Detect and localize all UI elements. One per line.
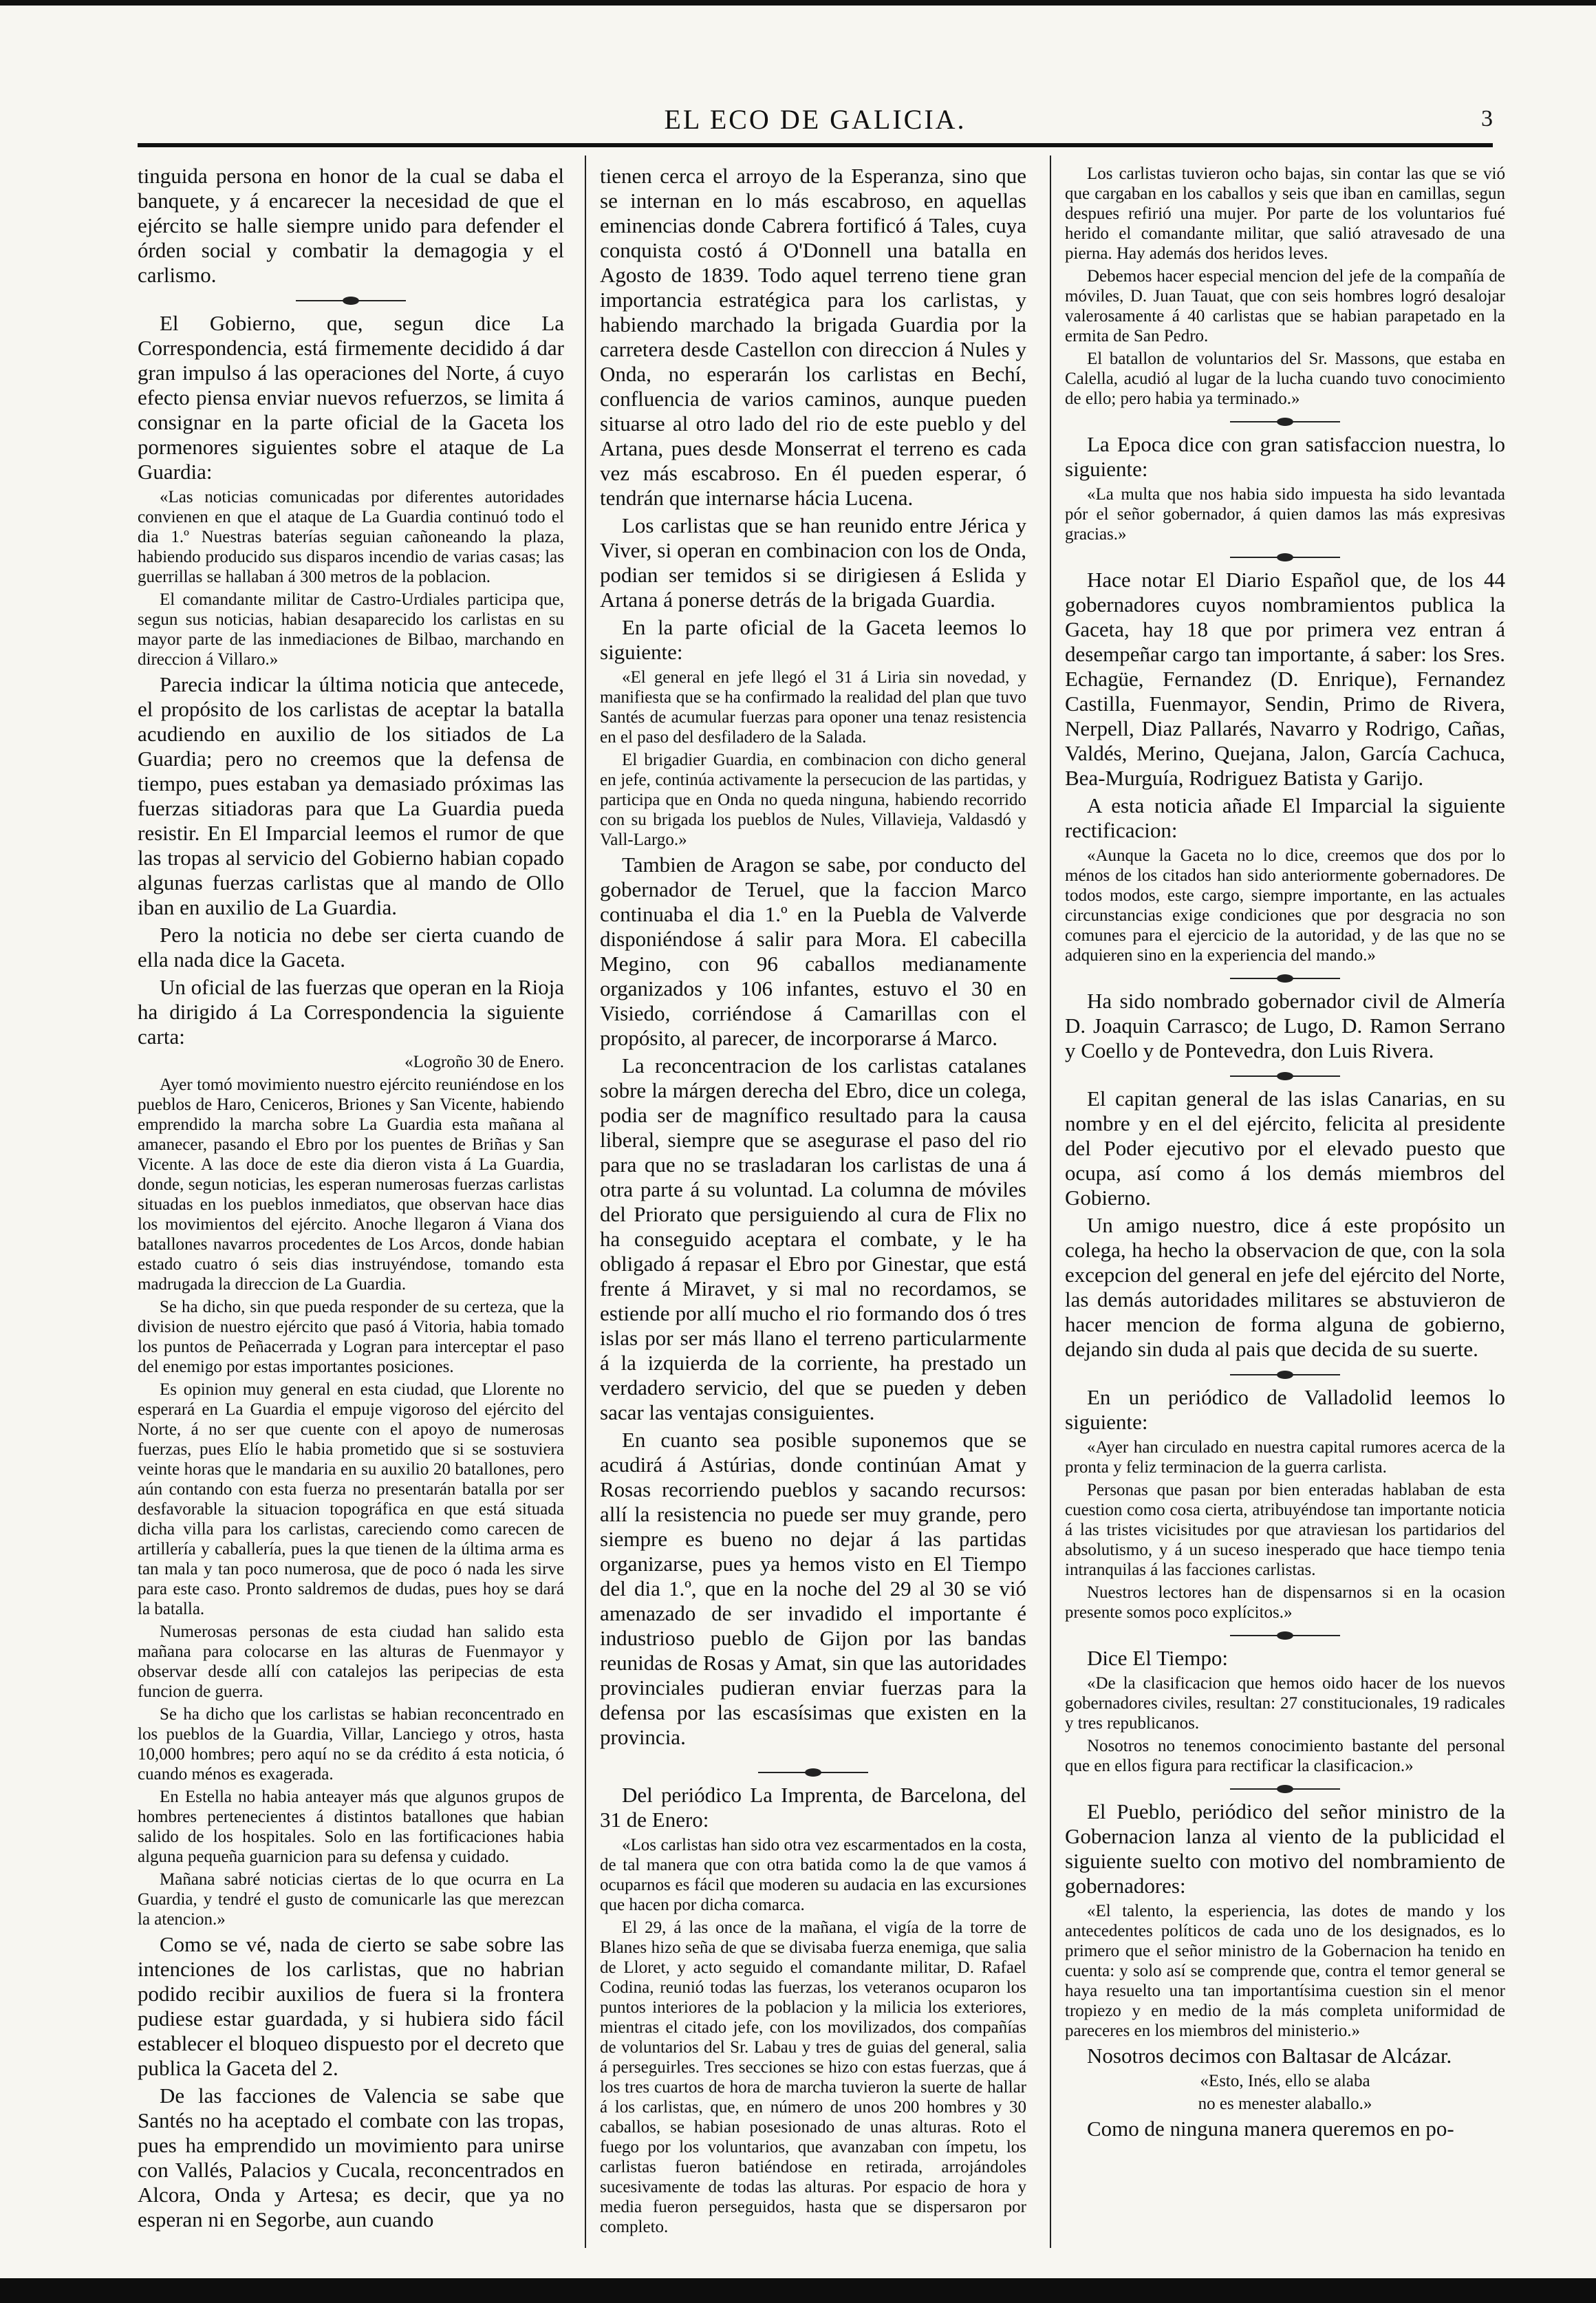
section-separator <box>600 1762 1026 1783</box>
paragraph: Ha sido nombrado gobernador civil de Almería D. Joaquin Carrasco; de Lugo, D. Ramon Serrano y Coello y de Pontevedra, don Luis Rivera. <box>1065 989 1505 1062</box>
section-separator <box>138 290 564 311</box>
masthead <box>138 103 1493 144</box>
quoted-paragraph: «La multa que nos habia sido impuesta ha sido levantada pór el señor gobernador, á quien damos las más expresivas gracias.» <box>1065 485 1505 544</box>
verse-line: no es menester alaballo.» <box>1198 2095 1372 2113</box>
top-border <box>0 0 1596 6</box>
quoted-paragraph: Se ha dicho que los carlistas se habian reconcentrado en los pueblos de la Guardia, Villar, Lanciego y otros, hasta 10,000 hombres; pero aquí no se da crédito á esta noticia, ó cuando ménos es exagerada. <box>138 1705 564 1784</box>
quoted-paragraph: «Las noticias comunicadas por diferentes autoridades convienen en que el ataque de La Guardia continuó todo el dia 1.º Nuestras baterías seguian cañoneando la plaza, habiendo producido sus disparos incendio de varias casas; las guerrillas se hallaban á 300 metros de la poblacion. <box>138 488 564 586</box>
quoted-paragraph: Los carlistas tuvieron ocho bajas, sin contar las que se vió que cargaban en los caballos y seis que iban en camillas, segun despues refirió una mujer. Por parte de los voluntarios fué herido el comandante militar, que salió atravesado de una pierna. Hay además dos heridos leves. <box>1065 164 1505 263</box>
quoted-paragraph: Debemos hacer especial mencion del jefe de la compañía de móviles, D. Juan Tauat, que con seis hombres logró desalojar valerosamente á 40 carlistas que se habian parapetado en la ermita de San Pedro. <box>1065 267 1505 345</box>
quoted-paragraph: «El general en jefe llegó el 31 á Liria sin novedad, y manifiesta que se ha confirmado la realidad del plan que tuvo Santés de acumular fuerzas para oponer una tenaz resistencia en el paso del desfiladero de la Salada. <box>600 668 1026 747</box>
section-separator <box>1065 1779 1505 1799</box>
paragraph: Tambien de Aragon se sabe, por conducto del gobernador de Teruel, que la faccion Marco continuaba el dia 1.º en la Puebla de Valverde disponiéndose á salir para Mora. El cabecilla Megino, con 96 caballos medianamente organizados y 106 infantes, estuvo el 30 en Visiedo, corriéndose á Camarillas con el propósito, al parecer, de incorporarse á Marco. <box>600 853 1026 1050</box>
paragraph: tinguida persona en honor de la cual se daba el banquete, y á encarecer la necesidad de que el ejército se halle siempre unido para defender el órden social y combatir la demagogia y el carlismo. <box>138 164 564 287</box>
section-separator <box>1065 1066 1505 1086</box>
paragraph: Parecia indicar la última noticia que antecede, el propósito de los carlistas de aceptar la batalla acudiendo en auxilio de los sitiados de La Guardia; pero no creemos que la defensa de tiempo, pues estaban ya demasiado próximas las fuerzas sitiadoras para que La Guardia pueda resistir. En El Imparcial leemos el rumor de que las tropas al servicio del Gobierno habian copado algunas fuerzas carlistas que al mando de Ollo iban en auxilio de La Guardia. <box>138 672 564 919</box>
column-divider <box>1050 156 1051 2248</box>
column-1 <box>138 164 564 2248</box>
paragraph: El Pueblo, periódico del señor ministro de la Gobernacion lanza al viento de la publicidad el siguiente suelto con motivo del nombramiento de gobernadores: <box>1065 1799 1505 1898</box>
quoted-paragraph: Ayer tomó movimiento nuestro ejército reuniéndose en los pueblos de Haro, Ceniceros, Briones y San Vicente, habiendo emprendido la marcha sobre La Guardia esta mañana al amanecer, pasando el Ebro por los puentes de Briñas y San Vicente. A las doce de este dia dieron vista á La Guardia, donde, segun noticias, les esperan numerosas fuerzas carlistas situadas en los pueblos inmediatos, que observan hace dias los movimientos del ejército. Anoche llegaron á Viana dos batallones navarros procedentes de Los Arcos, donde habian estado cuatro ó seis dias instruyéndose, tomando esta madrugada la direccion de La Guardia. <box>138 1075 564 1294</box>
paragraph: Un amigo nuestro, dice á este propósito un colega, ha hecho la observacion de que, con la sola excepcion del general en jefe del ejército del Norte, las demás autoridades militares se abstuvieron de hacer mencion de forma alguna de gobierno, dejando sin duda al pais que decida de su suerte. <box>1065 1213 1505 1361</box>
paragraph: Pero la noticia no debe ser cierta cuando de ella nada dice la Gaceta. <box>138 923 564 972</box>
section-separator <box>1065 1364 1505 1385</box>
quoted-paragraph: En Estella no habia anteayer más que algunos grupos de hombres pertenecientes á distintos batallones que habian salido de los hospitales. Solo en las fortificaciones habia alguna pequeña guarnicion para su defensa y cuidado. <box>138 1788 564 1866</box>
paragraph: Hace notar El Diario Español que, de los 44 gobernadores cuyos nombramientos publica la Gaceta, hay 18 que por primera vez entran á desempeñar cargo tan importante, á saber: los Sres. Echagüe, Fernandez (D. Enrique), Fernandez Castilla, Fuenmayor, Sendin, Primo de Rivera, Nerpell, Diaz Pallarés, Navarro y Rodrigo, Cañas, Valdés, Merino, Quejana, Jalon, García Cachuca, Bea-Murguía, Rodriguez Batista y Garijo. <box>1065 568 1505 790</box>
column-3 <box>1065 164 1505 2248</box>
paragraph: Nosotros decimos con Baltasar de Alcázar. <box>1087 2044 1452 2068</box>
paragraph: En la parte oficial de la Gaceta leemos lo siguiente: <box>600 615 1026 664</box>
newspaper-title: EL ECO DE GALICIA. <box>664 104 967 135</box>
paragraph: La Epoca dice con gran satisfaccion nuestra, lo siguiente: <box>1065 432 1505 481</box>
quoted-paragraph: El brigadier Guardia, en combinacion con dicho general en jefe, continúa activamente la persecucion de las partidas, y participa que en Onda no queda ninguna, habiendo recorrido con su brigada los pueblos de Nules, Villavieja, Valdasdó y Vall-Largo.» <box>600 751 1026 849</box>
quoted-paragraph: Mañana sabré noticias ciertas de lo que ocurra en La Guardia, y tendré el gusto de comunicarle las que merezcan la atencion.» <box>138 1870 564 1929</box>
paragraph: Dice El Tiempo: <box>1087 1646 1228 1670</box>
column-divider <box>585 156 586 2248</box>
section-separator <box>1065 547 1505 568</box>
verse-line: «Esto, Inés, ello se alaba <box>1200 2072 1370 2090</box>
quoted-paragraph: Numerosas personas de esta ciudad han salido esta mañana para colocarse en las alturas de Fuenmayor y observar desde allí con catalejos las peripecias de esta funcion de guerra. <box>138 1622 564 1701</box>
header-rule <box>138 143 1493 147</box>
quoted-paragraph: Nuestros lectores han de dispensarnos si en la ocasion presente somos poco explícitos.» <box>1065 1583 1505 1622</box>
paragraph: Como se vé, nada de cierto se sabe sobre las intenciones de los carlistas, que no habrian podido recibir auxilios de fuera si la frontera pudiese estar guardada, y si hubiera sido fácil establecer el bloqueo dispuesto por el decreto que publica la Gaceta del 2. <box>138 1932 564 2080</box>
quoted-paragraph: Personas que pasan por bien enteradas hablaban de esta cuestion como cosa cierta, atribuyéndose tan importante noticia á las tristes vicisitudes por que atraviesan los partidarios del absolutismo, y á un suceso inesperado que hace tiempo tenia intranquilas á las facciones carlistas. <box>1065 1481 1505 1579</box>
quoted-paragraph: Se ha dicho, sin que pueda responder de su certeza, que la division de nuestro ejército que pasó á Vitoria, habia tomado los puntos de Peñacerrada y Logran para interceptar el paso del enemigo por estas importantes posiciones. <box>138 1298 564 1376</box>
bottom-border <box>0 2278 1596 2303</box>
paragraph: Como de ninguna manera queremos en po- <box>1087 2117 1454 2141</box>
paragraph: De las facciones de Valencia se sabe que Santés no ha aceptado el combate con las tropas, pues ha emprendido un movimiento para unirse con Vallés, Palacios y Cucala, reconcentrados en Alcora, Onda y Artesa; es decir, que ya no esperan ni en Segorbe, aun cuando <box>138 2084 564 2231</box>
section-separator <box>1065 411 1505 432</box>
quoted-paragraph: El comandante militar de Castro-Urdiales participa que, segun sus noticias, habian desaparecido los carlistas en su mayor parte de las inmediaciones de Bilbao, marchando en direccion á Villaro.» <box>138 590 564 669</box>
quoted-paragraph: El batallon de voluntarios del Sr. Massons, que estaba en Calella, acudió al lugar de la lucha cuando tuvo conocimiento de ello; pero habia ya terminado.» <box>1065 350 1505 408</box>
quoted-paragraph: Es opinion muy general en esta ciudad, que Llorente no esperará en La Guardia el empuje vigoroso del ejército del Norte, á no ser que cuente con el apoyo de numerosas fuerzas, pues Elío le habia prometido que si se sostuviera veinte horas que le mandaria en su auxilio 20 batallones, pero aún contando con esta fuerza no presentarán batalla por ser desfavorable la situacion topográfica en que está situada dicha villa para los carlistas, careciendo como carecen de artillería y caballería, pues la que tienen de la última arma es tan mala y tan poco numerosa, que de poco ó nada les sirve para este caso. Pronto saldremos de dudas, pues hoy se dará la batalla. <box>138 1380 564 1618</box>
quoted-paragraph: «Los carlistas han sido otra vez escarmentados en la costa, de tal manera que con otra batida como la de que vamos á ocuparnos es fácil que moderen su audacia en las excursiones que hacen por dicha comarca. <box>600 1836 1026 1914</box>
paragraph: tienen cerca el arroyo de la Esperanza, sino que se internan en lo más escabroso, en aquellas eminencias donde Cabrera fortificó á Tales, cuya conquista costó á O'Donnell una batalla en Agosto de 1839. Todo aquel terreno tiene gran importancia estratégica para los carlistas, y habiendo marchado la brigada Guardia por la carretera desde Castellon con direccion á Nules y Onda, no esperarán los carlistas en Bechí, confluencia de varios caminos, aunque pueden situarse al otro lado del rio de este pueblo y del Artana, pues desde Monserrat el terreno es cada vez más escabroso. En él pueden esperar, ó tendrán que internarse hácia Lucena. <box>600 164 1026 510</box>
quoted-paragraph: «Aunque la Gaceta no lo dice, creemos que dos por lo ménos de los citados han sido anteriormente gobernadores. De todos modos, este cargo, siempre importante, en las actuales circunstancias exige condiciones que por desgracia no son comunes para el ejercicio de la autoridad, y de las que no se adquieren sino en la experiencia del mando.» <box>1065 846 1505 965</box>
paragraph: Del periódico La Imprenta, de Barcelona, del 31 de Enero: <box>600 1783 1026 1832</box>
paragraph: Un oficial de las fuerzas que operan en la Rioja ha dirigido á La Correspondencia la siguiente carta: <box>138 975 564 1049</box>
quoted-paragraph: «De la clasificacion que hemos oido hacer de los nuevos gobernadores civiles, resultan: 27 constitucionales, 19 radicales y tres republicanos. <box>1065 1674 1505 1733</box>
quoted-paragraph: «El talento, la esperiencia, las dotes de mando y los antecedentes políticos de cada uno de los designados, es lo primero que el señor ministro de la Gobernacion ha tenido en cuenta: y solo así se comprende que, contra el temor general se haya resuelto una tan importantísima cuestion sin el menor tropiezo y en medio de la más completa uniformidad de pareceres en los miembros del ministerio.» <box>1065 1902 1505 2040</box>
letter-date: «Logroño 30 de Enero. <box>405 1053 564 1071</box>
quoted-paragraph: Nosotros no tenemos conocimiento bastante del personal que en ellos figura para rectificar la clasificacion.» <box>1065 1737 1505 1775</box>
paragraph: El Gobierno, que, segun dice La Correspondencia, está firmemente decidido á dar gran impulso á las operaciones del Norte, á cuyo efecto piensa enviar nuevos refuerzos, se limita á consignar en la parte oficial de la Gaceta los pormenores siguientes sobre el ataque de La Guardia: <box>138 311 564 484</box>
quoted-paragraph: El 29, á las once de la mañana, el vigía de la torre de Blanes hizo seña de que se divisaba fuerza enemiga, que salia de Lloret, y acto seguido el comandante militar, D. Rafael Codina, reunió todas las fuerzas, los veteranos ocuparon los puntos interiores de la poblacion y la milicia los exteriores, mientras el citado jefe, con los movilizados, dos compañías de voluntarios del Sr. Labau y tres de guias del general, salia á perseguirles. Tres secciones se hizo con estas fuerzas, que á los tres cuartos de hora de marcha tuvieron la suerte de hallar á los carlistas, que, en número de unos 200 hombres y 30 caballos, se habian posesionado de unas alturas. Roto el fuego por los voluntarios, que avanzaban con ímpetu, los carlistas fueron batiéndose en retirada, arrojándoles sucesivamente de todas las alturas. Por espacio de hora y media fueron perseguidos, hasta que se dispersaron por completo. <box>600 1918 1026 2236</box>
column-2 <box>600 164 1026 2248</box>
paragraph: El capitan general de las islas Canarias, en su nombre y en el del ejército, felicita al presidente del Poder ejecutivo por el elevado puesto que ocupa, así como á los demás miembros del Gobierno. <box>1065 1086 1505 1210</box>
page-number: 3 <box>1481 106 1493 131</box>
paragraph: Los carlistas que se han reunido entre Jérica y Viver, si operan en combinacion con los de Onda, podian ser temidos si se dirigiesen á Eslida y Artana á ponerse detrás de la brigada Guardia. <box>600 513 1026 612</box>
paragraph: En cuanto sea posible suponemos que se acudirá á Astúrias, donde continúan Amat y Rosas recorriendo pueblos y sacando recursos: allí la resistencia no puede ser muy grande, pero siempre es bueno no dejar á las partidas organizarse, pues ya hemos visto en El Tiempo del dia 1.º, que en la noche del 29 al 30 se vió amenazado de ser invadido el importante é industrioso pueblo de Gijon por las bandas reunidas de Rosas y Amat, sin que las autoridades provinciales pudieran enviar fuerzas para la defensa por las escasísimas que existen en la provincia. <box>600 1428 1026 1749</box>
paragraph: La reconcentracion de los carlistas catalanes sobre la márgen derecha del Ebro, dice un colega, podia ser de magnífico resultado para la causa liberal, siempre que se asegurase el paso del rio para que no se trasladaran los carlistas de una á otra parte á su voluntad. La columna de móviles del Priorato que persiguiendo al cura de Flix no ha conseguido aceptara el combate, y le ha obligado á repasar el Ebro por Ginestar, que está frente á Miravet, y si mal no recordamos, se estiende por allí mucho el rio formando dos ó tres islas por ser más llano el terreno particularmente á la izquierda de la corriente, ha prestado un verdadero servicio, del que se pueden y deben sacar las ventajas consiguientes. <box>600 1053 1026 1424</box>
section-separator <box>1065 1625 1505 1646</box>
paragraph: A esta noticia añade El Imparcial la siguiente rectificacion: <box>1065 793 1505 842</box>
section-separator <box>1065 968 1505 989</box>
paragraph: En un periódico de Valladolid leemos lo siguiente: <box>1065 1385 1505 1434</box>
quoted-paragraph: «Ayer han circulado en nuestra capital rumores acerca de la pronta y feliz terminacion de la guerra carlista. <box>1065 1438 1505 1477</box>
